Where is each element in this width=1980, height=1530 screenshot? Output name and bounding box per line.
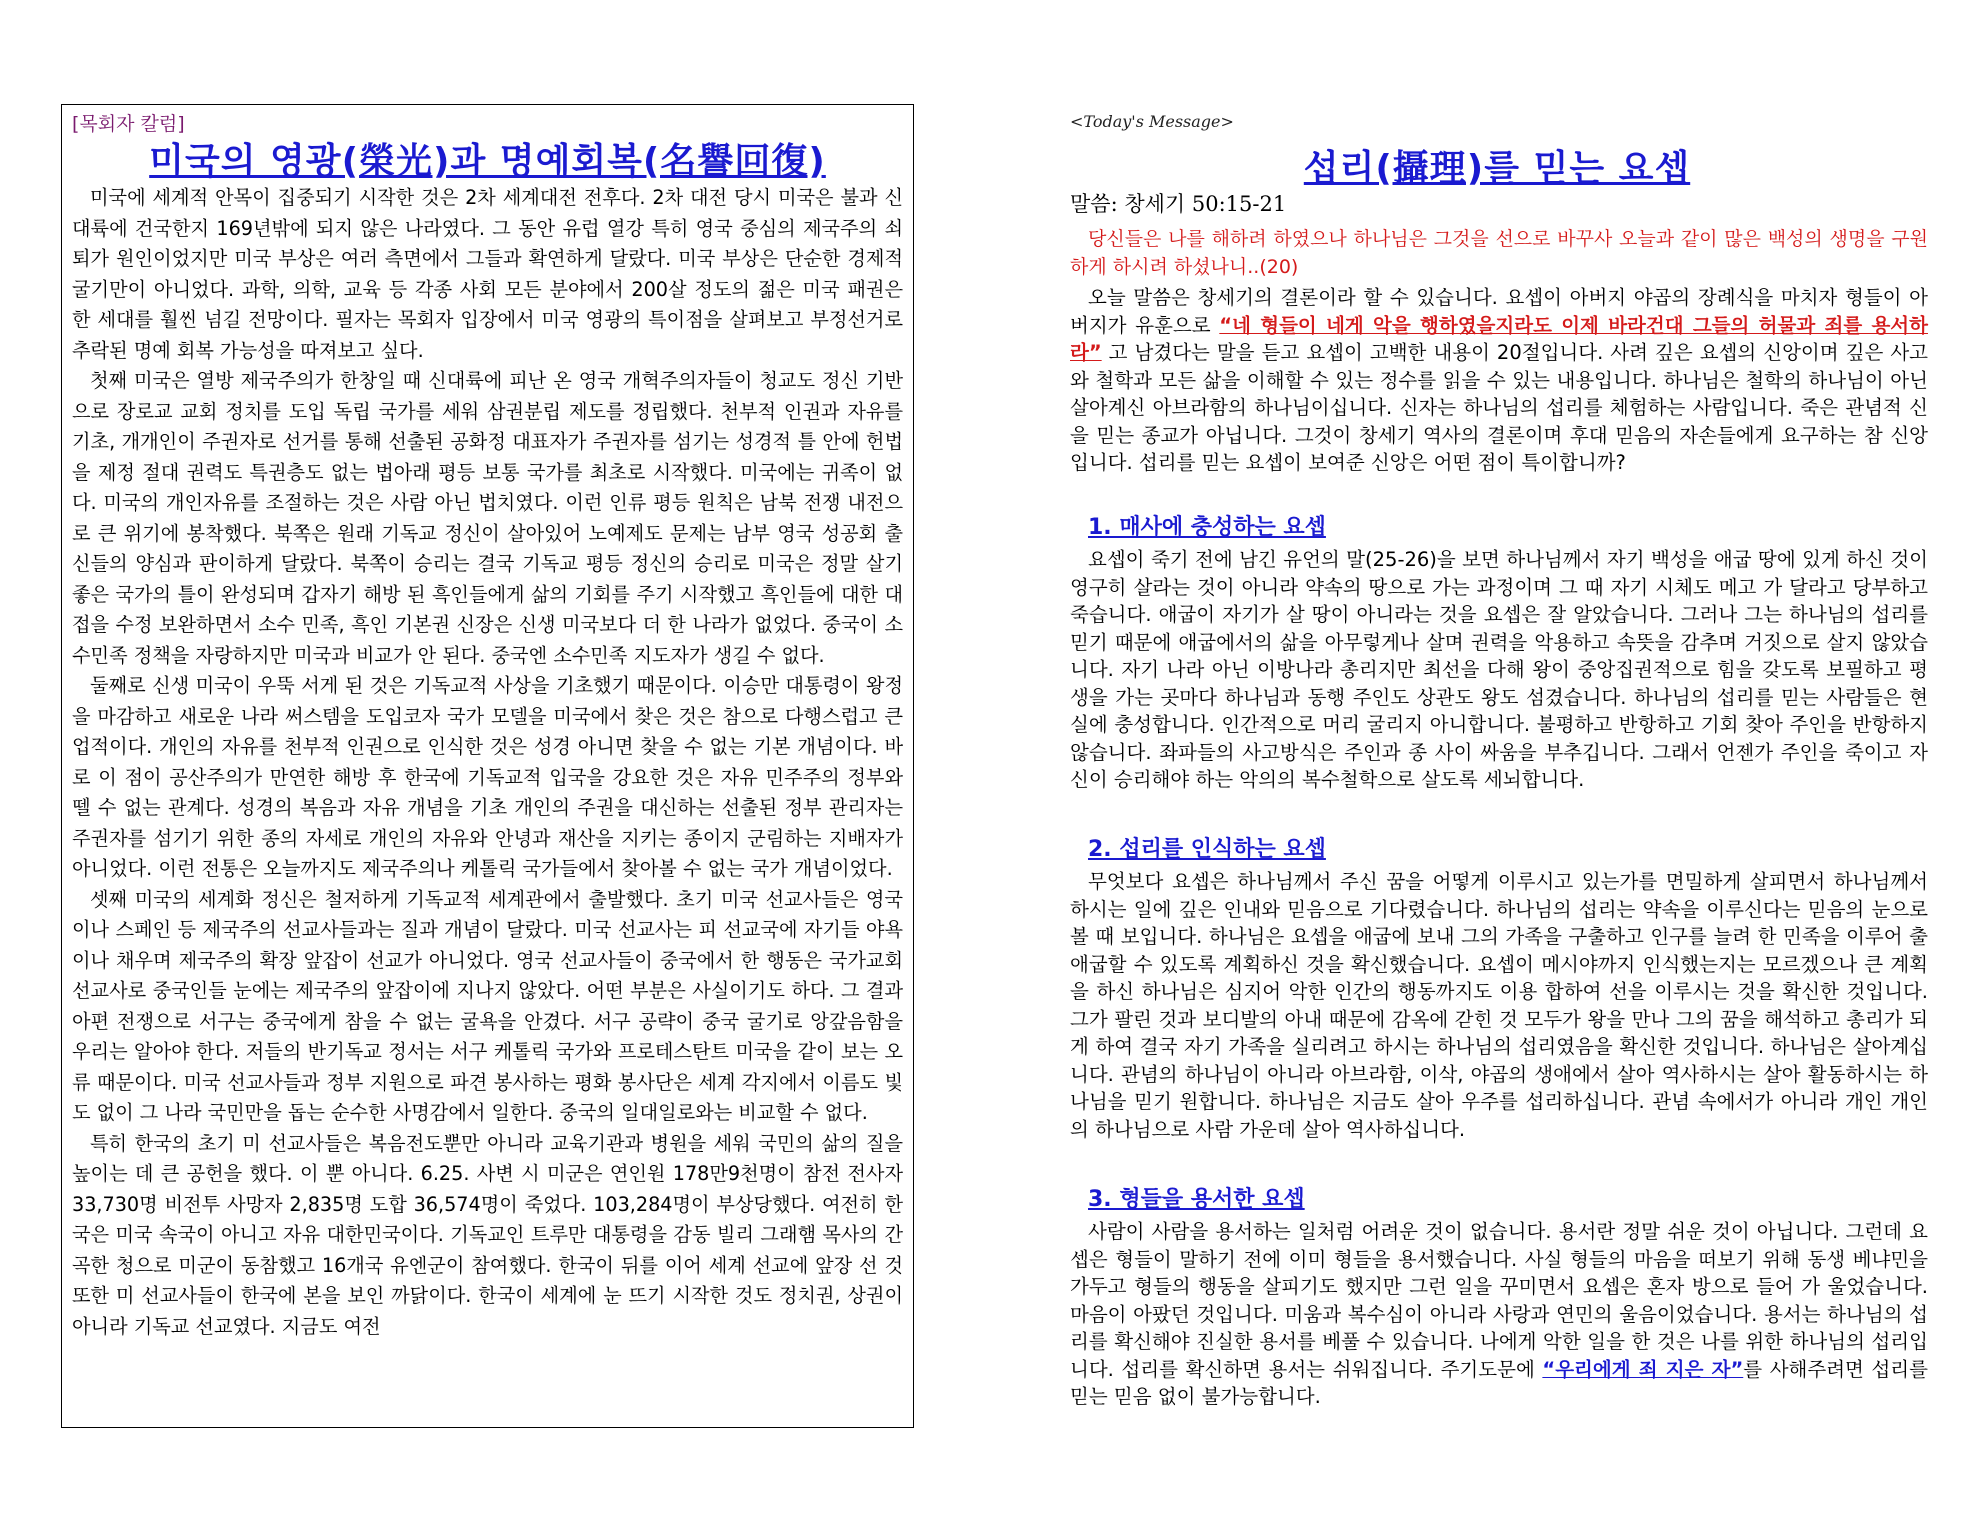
verse-text: 당신들은 나를 해하려 하였으나 하나님은 그것을 선으로 바꾸사 오늘과 같이 많은 백성의 생명을 구원하게 하시려 하셨나니..(20) [1070, 228, 1928, 278]
section-2-block [1070, 868, 1928, 1143]
left-paragraph-5: 특히 한국의 초기 미 선교사들은 복음전도뿐만 아니라 교육기관과 병원을 세워 국민의 삶의 질을 높이는 데 큰 공헌을 했다. 이 뿐 아니다. 6.25. 사변 시 미군은 연인원 178만9천명이 참전 전사자 33,730명 비전투 사망자 2,835명 도합 36,574명이 죽었다. 103,284명이 부상당했다. 여전히 한국은 미국 속국이 아니고 자유 대한민국이다. 기독교인 트루만 대통령을 감동 빌리 그래햄 목사의 간곡한 청으로 미군이 동참했고 16개국 유엔군이 참여했다. 한국이 뒤를 이어 세계 선교에 앞장 선 것 또한 미 선교사들이 한국에 본을 보인 까닭이다. 한국이 세계에 눈 뜨기 시작한 것도 정치권, 상권이 아니라 기독교 선교였다. 지금도 여전 [72, 1131, 903, 1338]
todays-message-tag: <Today's Message> [1070, 112, 1234, 131]
section-3-text-b: 를 사해주려면 섭리를 믿는 믿음 없이 불가능합니다. [1070, 1357, 1928, 1408]
left-paragraph-2: 첫째 미국은 열방 제국주의가 한창일 때 신대륙에 피난 온 영국 개혁주의자들이 청교도 정신 기반으로 장로교 교회 정치를 도입 독립 국가를 세워 삼권분립 제도를 정립했다. 천부적 인권과 자유를 기초, 개개인이 주권자로 선거를 통해 선출된 공화정 대표자가 주권자를 섬기는 성경적 틀 안에 헌법을 제정 절대 권력도 특권층도 없는 법아래 평등 보통 국가를 최초로 시작했다. 미국에는 귀족이 없다. 미국의 개인자유를 조절하는 것은 사람 아닌 법치였다. 이런 인류 평등 원칙은 남북 전쟁 내전으로 큰 위기에 봉착했다. 북쪽은 원래 기독교 정신이 살아있어 노예제도 문제는 남부 영국 성공회 출신들의 양심과 판이하게 달랐다. 북쪽이 승리는 결국 기독교 평등 정신의 승리로 미국은 정말 살기 좋은 국가의 틀이 완성되며 갑자기 해방 된 흑인들에게 삶의 기회를 주기 시작했고 흑인들에 대한 대접을 수정 보완하면서 소수 민족, 흑인 기본권 신장은 신생 미국보다 더 한 나라가 없었다. 중국이 소수민족 정책을 자랑하지만 미국과 비교가 안 된다. 중국엔 소수민족 지도자가 생길 수 없다. [72, 369, 903, 667]
section-heading-1: 1. 매사에 충성하는 요셉 [1088, 515, 1326, 540]
verse-reference: 말씀: 창세기 50:15-21 [1070, 192, 1287, 216]
section-heading-3: 3. 형들을 용서한 요셉 [1088, 1187, 1305, 1212]
left-column-box [61, 104, 914, 1428]
intro-paragraph [1070, 284, 1928, 477]
section-2-paragraph: 무엇보다 요셉은 하나님께서 주신 꿈을 어떻게 이루시고 있는가를 면밀하게 살피면서 하나님께서 하시는 일에 깊은 인내와 믿음으로 기다렸습니다. 하나님의 섭리는 약속을 이루신다는 믿음의 눈으로 볼 때 보입니다. 하나님은 요셉을 애굽에 보내 그의 가족을 구출하고 인구를 늘려 한 민족을 이루어 출애굽할 수 있도록 계획하신 것을 확신했습니다. 요셉이 메시야까지 인식했는지는 모르겠으나 큰 계획을 하신 하나님은 심지어 악한 인간의 행동까지도 이용 합하여 선을 이루시는 것을 확신한 것입니다. 그가 팔린 것과 보디발의 아내 때문에 감옥에 갇힌 것 모두가 왕을 만나 그의 꿈을 해석하고 총리가 되게 하여 결국 자기 가족을 실리려고 하시는 하나님의 섭리였음을 확신한 것입니다. 하나님은 살아계십니다. 관념의 하나님이 아니라 아브라함, 이삭, 야곱의 생애에서 살아 역사하시는 살아 활동하시는 하나님을 믿기 원합니다. 하나님은 지금도 살아 우주를 섭리하십니다. 관념 속에서가 아니라 개인 개인의 하나님으로 사람 가운데 살아 역사하십니다. [1070, 870, 1928, 1141]
section-3-paragraph [1070, 1218, 1928, 1411]
section-3-text-a: 사람이 사람을 용서하는 일처럼 어려운 것이 없습니다. 용서란 정말 쉬운 것이 아닙니다. 그런데 요셉은 형들이 말하기 전에 이미 형들을 용서했습니다. 사실 형들의 마음을 떠보기 위해 동생 베냐민을 가두고 형들의 행동을 살피기도 했지만 그런 일을 꾸미면서 요셉은 혼자 방으로 들어 가 울었습니다. 마음이 아팠던 것입니다. 미움과 복수심이 아니라 사랑과 연민의 울음이었습니다. 용서는 하나님의 섭리를 확신해야 진실한 용서를 베풀 수 있습니다. 나에게 악한 일을 한 것은 나를 위한 하나님의 섭리입니다. 섭리를 확신하면 용서는 쉬워집니다. 주기도문에 [1070, 1220, 1928, 1381]
right-title: 섭리(攝理)를 믿는 요셉 [1303, 148, 1691, 189]
left-paragraph-3: 둘째로 신생 미국이 우뚝 서게 된 것은 기독교적 사상을 기초했기 때문이다. 이승만 대통령이 왕정을 마감하고 새로운 나라 써스템을 도입코자 국가 모델을 미국에서 찾은 것은 참으로 다행스럽고 큰 업적이다. 개인의 자유를 천부적 인권으로 인식한 것은 성경 아니면 찾을 수 없는 기본 개념이다. 바로 이 점이 공산주의가 만연한 해방 후 한국에 기독교적 입국을 강요한 것은 자유 민주주의 정부와 뗄 수 없는 관계다. 성경의 복음과 자유 개념을 기초 개인의 주권을 대신하는 선출된 정부 관리자는 주권자를 섬기기 위한 종의 자세로 개인의 자유와 안녕과 재산을 지키는 종이지 군림하는 지배자가 아니었다. 이런 전통은 오늘까지도 제국주의나 케톨릭 국가들에서 찾아볼 수 없는 국가 개념이었다. [72, 674, 903, 880]
left-paragraph-4: 셋째 미국의 세계화 정신은 철저하게 기독교적 세계관에서 출발했다. 초기 미국 선교사들은 영국이나 스페인 등 제국주의 선교사들과는 질과 개념이 달랐다. 미국 선교사는 피 선교국에 자기들 야욕이나 채우며 제국주의 확장 앞잡이 선교가 아니었다. 영국 선교사들이 중국에서 한 행동은 국가교회 선교사로 중국인들 눈에는 제국주의 앞잡이에 지나지 않았다. 어떤 부분은 사실이기도 하다. 그 결과 아편 전쟁으로 서구는 중국에게 참을 수 없는 굴욕을 안겼다. 서구 공략이 중국 굴기로 앙갚음함을 우리는 알아야 한다. 저들의 반기독교 정서는 서구 케톨릭 국가와 프로테스탄트 미국을 같이 보는 오류 때문이다. 미국 선교사들과 정부 지원으로 파견 봉사하는 평화 봉사단은 세계 각지에서 이름도 빛도 없이 그 나라 국민만을 돕는 순수한 사명감에서 일한다. 중국의 일대일로와는 비교할 수 없다. [72, 887, 903, 1124]
intro-text-a: 오늘 말씀은 창세기의 결론이라 할 수 있습니다. 요셉이 아버지 야곱의 장례식을 마치자 형들이 아버지가 유훈으로 [1070, 286, 1928, 337]
section-heading-2: 2. 섭리를 인식하는 요셉 [1088, 837, 1326, 862]
column-kicker: [목회자 칼럼] [72, 113, 185, 135]
section-1-paragraph: 요셉이 죽기 전에 남긴 유언의 말(25-26)을 보면 하나님께서 자기 백성을 애굽 땅에 있게 하신 것이 영구히 살라는 것이 아니라 약속의 땅으로 가는 과정이며 그 때 자기 시체도 메고 가 달라고 당부하고 죽습니다. 애굽이 자기가 살 땅이 아니라는 것을 요셉은 잘 알았습니다. 그러나 그는 하나님의 섭리를 믿기 때문에 애굽에서의 삶을 아무렇게나 살며 권력을 악용하고 속뜻을 감추며 거짓으로 살지 않았습니다. 자기 나라 아닌 이방나라 총리지만 최선을 다해 왕이 중앙집권적으로 힘을 갖도록 보필하고 평생을 가는 곳마다 하나님과 동행 주인도 상관도 왕도 섬겼습니다. 하나님의 섭리를 믿는 사람들은 현실에 충성합니다. 인간적으로 머리 굴리지 아니합니다. 불평하고 반항하고 기회 찾아 주인을 반항하지 않습니다. 좌파들의 사고방식은 주인과 종 사이 싸움을 부추깁니다. 그래서 언젠가 주인을 죽이고 자신이 승리해야 하는 악의의 복수철학으로 살도록 세뇌합니다. [1070, 548, 1928, 791]
intro-text-b: 고 남겼다는 말을 듣고 요셉이 고백한 내용이 20절입니다. 사려 깊은 요셉의 신앙이며 깊은 사고와 철학과 모든 삶을 이해할 수 있는 정수를 읽을 수 있는 내용입니다. 하나님은 철학의 하나님이 아닌 살아계신 아브라함의 하나님이십니다. 신자는 하나님의 섭리를 체험하는 사람입니다. 죽은 관념적 신을 믿는 종교가 아닙니다. 그것이 창세기 역사의 결론이며 후대 믿음의 자손들에게 요구하는 참 신앙입니다. 섭리를 믿는 요셉이 보여준 신앙은 어떤 점이 특이합니까? [1070, 341, 1928, 474]
right-column [1066, 110, 1928, 1430]
section-1-block [1070, 546, 1928, 794]
intro-block [1070, 284, 1928, 477]
left-body [72, 183, 903, 1342]
intro-quote: “네 형들이 네게 악을 행하였을지라도 이제 바라건대 그들의 허물과 죄를 용서하라” [1070, 313, 1928, 364]
left-title: 미국의 영광(榮光)과 명예회복(名譽回復) [149, 141, 826, 182]
section-3-block [1070, 1218, 1928, 1411]
left-paragraph-1: 미국에 세계적 안목이 집중되기 시작한 것은 2차 세계대전 전후다. 2차 대전 당시 미국은 불과 신대륙에 건국한지 169년밖에 되지 않은 나라였다. 그 동안 유럽 열강 특히 영국 중심의 제국주의 쇠퇴가 원인이었지만 미국 부상은 여러 측면에서 그들과 확연하게 달랐다. 미국 부상은 단순한 경제적 굴기만이 아니었다. 과학, 의학, 교육 등 각종 사회 모든 분야에서 200살 정도의 젊은 미국 패권은 한 세대를 훨씬 넘길 전망이다. 필자는 목회자 입장에서 미국 영광의 특이점을 살펴보고 부정선거로 추락된 명예 회복 가능성을 따져보고 싶다. [72, 186, 903, 362]
section-3-quote: “우리에게 죄 지은 자” [1542, 1357, 1744, 1381]
